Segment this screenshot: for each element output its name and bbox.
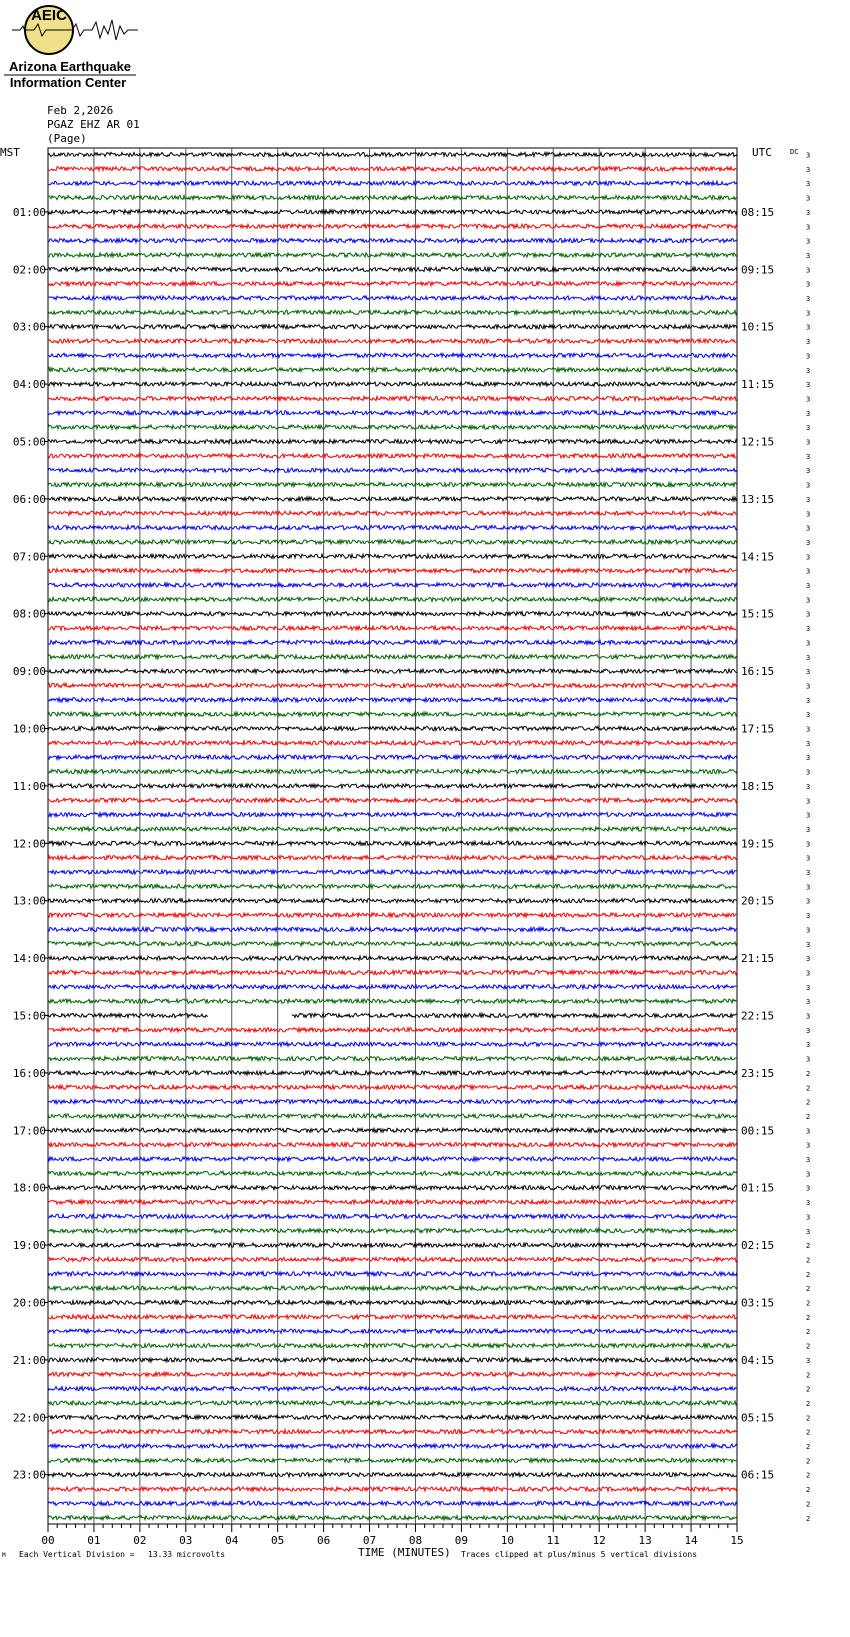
left-hour-label: 15:00 (12, 1009, 46, 1023)
dc-offset-value: 3 (806, 1026, 811, 1035)
right-hour-label: 05:15 (741, 1411, 775, 1425)
dc-offset-value: 3 (806, 782, 811, 791)
dc-offset-value: 2 (806, 1270, 811, 1279)
trace-line (48, 368, 737, 372)
dc-offset-value: 3 (806, 955, 811, 964)
header-date: Feb 2,2026 (47, 104, 114, 117)
dc-offset-value: 3 (806, 797, 811, 806)
dc-offset-value: 3 (806, 926, 811, 935)
trace-line (48, 712, 737, 716)
right-hour-label: 16:15 (741, 665, 775, 679)
trace-line (48, 798, 737, 802)
right-hour-label: 21:15 (741, 952, 775, 966)
dc-offset-value: 3 (806, 510, 811, 519)
dc-offset-value: 3 (806, 395, 811, 404)
dc-offset-value: 3 (806, 682, 811, 691)
right-hour-label: 22:15 (741, 1009, 775, 1023)
dc-offset-value: 3 (806, 438, 811, 447)
dc-offset-value: 3 (806, 1227, 811, 1236)
right-hour-label: 00:15 (741, 1124, 775, 1138)
trace-line (48, 526, 737, 530)
dc-offset-value: 3 (806, 1156, 811, 1164)
right-hour-label: 12:15 (741, 435, 775, 449)
trace-line (48, 1243, 737, 1247)
dc-offset-value: 3 (806, 567, 811, 576)
x-tick-label: 02 (133, 1534, 147, 1547)
dc-offset-value: 3 (806, 668, 811, 677)
trace-line (48, 1157, 737, 1161)
trace-line (48, 1430, 737, 1434)
right-hour-label: 11:15 (741, 378, 775, 392)
dc-offset-value: 3 (806, 811, 811, 820)
trace-line (48, 583, 737, 587)
dc-offset-value: 3 (806, 983, 811, 992)
right-hour-label: 08:15 (741, 205, 775, 219)
dc-offset-value: 3 (806, 424, 811, 433)
dc-offset-value: 3 (806, 912, 811, 921)
trace-line (48, 1057, 737, 1061)
trace-line (48, 382, 737, 386)
trace-line (48, 1300, 737, 1304)
left-hour-label: 10:00 (12, 722, 46, 736)
right-hour-label: 20:15 (741, 894, 775, 908)
trace-line (48, 1128, 737, 1132)
dc-offset-value: 3 (806, 725, 811, 734)
left-hour-label: 20:00 (12, 1296, 46, 1310)
right-hour-label: 03:15 (741, 1296, 775, 1310)
dc-offset-value: 2 (806, 1084, 811, 1093)
trace-line (48, 224, 737, 228)
dc-offset-value: 2 (806, 1428, 811, 1437)
trace-line (48, 253, 737, 257)
trace-line (48, 612, 737, 616)
trace-line (48, 411, 737, 415)
left-hour-label: 05:00 (12, 435, 46, 449)
x-tick-label: 04 (225, 1534, 239, 1547)
trace-line (48, 683, 737, 687)
dc-offset-value: 3 (806, 381, 811, 390)
footer-corner-mark: M (2, 1552, 6, 1559)
right-hour-label: 14:15 (741, 550, 775, 564)
right-hour-label: 13:15 (741, 492, 775, 506)
trace-line (48, 1329, 737, 1333)
dc-offset-value: 2 (806, 1457, 811, 1466)
trace-line (48, 1013, 208, 1017)
trace-line (48, 1114, 737, 1118)
dc-offset-value: 3 (806, 1141, 811, 1150)
dc-offset-value: 3 (806, 582, 811, 590)
trace-line (292, 1013, 737, 1017)
trace-line (48, 1272, 737, 1276)
right-hour-label: 09:15 (741, 263, 775, 277)
trace-line (48, 1071, 737, 1075)
dc-offset-value: 3 (806, 194, 811, 203)
dc-offset-value: 3 (806, 452, 811, 461)
trace-line (48, 856, 737, 860)
trace-line (48, 396, 737, 400)
dc-offset-value: 2 (806, 1385, 811, 1394)
trace-line (48, 1387, 737, 1391)
trace-line (48, 884, 737, 888)
trace-line (48, 1401, 737, 1405)
left-hour-label: 06:00 (12, 492, 46, 506)
right-hour-label: 19:15 (741, 837, 775, 851)
left-hour-label: 12:00 (12, 837, 46, 851)
left-hour-label: 09:00 (12, 665, 46, 679)
trace-line (48, 784, 737, 788)
header-station: PGAZ EHZ AR 01 (47, 118, 140, 131)
trace-line (48, 813, 737, 817)
footer-clip-note: Traces clipped at plus/minus 5 vertical divisions (461, 1550, 698, 1559)
dc-offset-value: 3 (806, 653, 811, 662)
trace-line (48, 985, 737, 989)
trace-line (48, 1487, 737, 1491)
x-tick-label: 00 (41, 1534, 55, 1547)
dc-offset-value: 2 (806, 1285, 811, 1294)
dc-offset-value: 3 (806, 165, 811, 174)
trace-line (48, 425, 737, 429)
dc-offset-value: 3 (806, 495, 811, 504)
x-tick-label: 14 (684, 1534, 698, 1547)
trace-line (48, 296, 737, 300)
x-tick-label: 15 (730, 1534, 744, 1547)
trace-line (48, 1315, 737, 1319)
x-tick-label: 09 (454, 1534, 469, 1547)
dc-offset-value: 3 (806, 1199, 811, 1208)
x-tick-label: 13 (638, 1534, 652, 1547)
footer-division-label: Each Vertical Division = (19, 1550, 135, 1559)
x-tick-label: 07 (362, 1534, 377, 1547)
dc-offset-value: 3 (806, 1041, 811, 1050)
left-hour-label: 03:00 (12, 320, 46, 334)
dc-offset-value: 3 (806, 1213, 811, 1222)
trace-line (48, 1171, 737, 1175)
dc-offset-value: 3 (806, 266, 811, 275)
right-hour-label: 18:15 (741, 779, 775, 793)
trace-line (48, 1444, 737, 1448)
left-axis-label: MST (0, 146, 20, 159)
trace-line (48, 1372, 737, 1376)
trace-line (48, 913, 737, 917)
dc-offset-value: 2 (806, 1112, 811, 1121)
trace-line (48, 999, 737, 1003)
dc-offset-value: 3 (806, 467, 811, 476)
trace-line (48, 439, 737, 443)
dc-offset-value: 3 (806, 625, 811, 634)
dc-offset-value: 3 (806, 180, 811, 189)
dc-offset-value: 3 (806, 1356, 811, 1365)
trace-line (48, 1358, 737, 1362)
trace-line (48, 483, 737, 487)
dc-offset-value: 3 (806, 237, 811, 246)
dc-offset-value: 3 (806, 538, 811, 547)
x-tick-label: 10 (500, 1534, 514, 1547)
trace-line (48, 956, 737, 960)
x-tick-label: 03 (179, 1534, 193, 1547)
x-tick-label: 08 (408, 1534, 423, 1547)
right-hour-label: 15:15 (741, 607, 775, 621)
dc-offset-value: 3 (806, 883, 811, 892)
left-hour-label: 14:00 (12, 952, 46, 966)
trace-line (48, 640, 737, 644)
dc-offset-value: 3 (806, 897, 811, 906)
dc-offset-value: 3 (806, 854, 811, 863)
x-tick-label: 12 (592, 1534, 606, 1547)
trace-line (48, 511, 737, 515)
trace-line (48, 1473, 737, 1477)
trace-line (48, 310, 737, 314)
trace-line (48, 167, 737, 171)
dc-offset-value: 3 (806, 1127, 811, 1136)
dc-offset-value: 2 (806, 1399, 811, 1408)
dc-offset-value: 3 (806, 352, 811, 361)
x-tick-label: 05 (271, 1534, 285, 1547)
dc-offset-value: 2 (806, 1443, 811, 1451)
logo-line2: Information Center (9, 75, 127, 90)
trace-line (48, 1458, 737, 1462)
dc-offset-value: 2 (806, 1328, 811, 1337)
left-hour-label: 16:00 (12, 1066, 46, 1080)
trace-line (48, 540, 737, 544)
dc-offset-value: 3 (806, 754, 811, 763)
header-page: (Page) (47, 132, 87, 145)
dc-offset-value: 2 (806, 1098, 811, 1107)
trace-line (48, 970, 737, 974)
trace-line (48, 1042, 737, 1046)
left-hour-label: 21:00 (12, 1353, 46, 1367)
right-hour-label: 10:15 (741, 320, 775, 334)
trace-line (48, 669, 737, 673)
dc-offset-value: 2 (806, 1256, 811, 1265)
dc-offset-value: 3 (806, 1055, 811, 1064)
dc-offset-value: 3 (806, 553, 811, 562)
trace-line (48, 1344, 737, 1348)
trace-line (48, 468, 737, 472)
left-hour-label: 01:00 (12, 205, 46, 219)
dc-offset-value: 3 (806, 366, 811, 375)
left-hour-label: 02:00 (12, 263, 46, 277)
left-hour-label: 07:00 (12, 550, 46, 564)
logo-badge: AEIC (31, 7, 67, 24)
trace-line (48, 741, 737, 745)
trace-line (48, 1200, 737, 1204)
dc-offset-value: 3 (806, 739, 811, 748)
left-hour-label: 22:00 (12, 1411, 46, 1425)
trace-line (48, 1100, 737, 1104)
dc-offset-value: 3 (806, 295, 811, 303)
trace-line (48, 210, 737, 214)
dc-offset-value: 2 (806, 1414, 811, 1423)
dc-offset-value: 3 (806, 481, 811, 490)
dc-offset-value: 3 (806, 338, 811, 347)
trace-line (48, 353, 737, 357)
right-hour-label: 04:15 (741, 1353, 775, 1367)
trace-line (48, 196, 737, 200)
dc-offset-value: 2 (806, 1486, 811, 1495)
trace-line (48, 1516, 737, 1520)
dc-offset-value: 2 (806, 1500, 811, 1509)
left-hour-label: 13:00 (12, 894, 46, 908)
dc-offset-value: 2 (806, 1371, 811, 1380)
dc-offset-value: 2 (806, 1514, 811, 1523)
trace-line (48, 927, 737, 931)
trace-line (48, 497, 737, 501)
trace-line (48, 1415, 737, 1419)
dc-offset-value: 3 (806, 251, 811, 260)
dc-offset-value: 3 (806, 151, 811, 160)
trace-line (48, 597, 737, 601)
dc-offset-value: 3 (806, 280, 811, 289)
logo-line1: Arizona Earthquake (8, 59, 132, 74)
dc-offset-value: 3 (806, 596, 811, 605)
trace-line (48, 1257, 737, 1261)
footer-time-label: TIME (MINUTES) (358, 1546, 451, 1559)
trace-line (48, 770, 737, 774)
trace-line (48, 181, 737, 185)
dc-offset-value: 2 (806, 1342, 811, 1351)
dc-offset-value: 3 (806, 1184, 811, 1193)
x-tick-label: 06 (316, 1534, 331, 1547)
dc-offset-value: 2 (806, 1313, 811, 1322)
trace-line (48, 755, 737, 759)
dc-offset-value: 3 (806, 1170, 811, 1179)
trace-line (48, 267, 737, 271)
trace-line (48, 1286, 737, 1290)
left-hour-label: 23:00 (12, 1468, 46, 1482)
left-hour-label: 04:00 (12, 378, 46, 392)
trace-line (48, 1214, 737, 1218)
trace-line (48, 899, 737, 903)
dc-offset-value: 3 (806, 208, 811, 217)
dc-offset-value: 3 (806, 1012, 811, 1021)
right-axis-label: UTC (752, 146, 772, 159)
right-hour-label: 01:15 (741, 1181, 775, 1195)
trace-line (48, 1085, 737, 1089)
dc-offset-value: 3 (806, 768, 811, 777)
right-hour-label: 17:15 (741, 722, 775, 736)
left-hour-label: 11:00 (12, 779, 46, 793)
right-hour-label: 23:15 (741, 1066, 775, 1080)
trace-line (48, 1229, 737, 1233)
trace-line (48, 569, 737, 573)
dc-offset-value: 3 (806, 869, 811, 877)
dc-offset-value: 3 (806, 840, 811, 849)
x-tick-label: 01 (87, 1534, 101, 1547)
dc-offset-value: 3 (806, 309, 811, 318)
dc-offset-value: 2 (806, 1299, 811, 1308)
left-hour-label: 19:00 (12, 1239, 46, 1253)
trace-line (48, 827, 737, 831)
trace-line (48, 339, 737, 343)
dc-offset-value: 3 (806, 610, 811, 619)
left-hour-label: 08:00 (12, 607, 46, 621)
dc-offset-value: 2 (806, 1471, 811, 1480)
trace-line (48, 626, 737, 630)
trace-line (48, 554, 737, 558)
left-hour-label: 17:00 (12, 1124, 46, 1138)
dc-offset-value: 3 (806, 639, 811, 648)
dc-offset-value: 3 (806, 323, 811, 332)
dc-offset-value: 3 (806, 696, 811, 705)
trace-line (48, 1028, 737, 1032)
trace-line (48, 698, 737, 702)
trace-line (48, 152, 737, 156)
dc-offset-value: 2 (806, 1242, 811, 1251)
left-hour-label: 18:00 (12, 1181, 46, 1195)
trace-line (48, 1186, 737, 1190)
trace-line (48, 870, 737, 874)
trace-line (48, 726, 737, 730)
footer-division-value: 13.33 microvolts (148, 1550, 226, 1559)
dc-offset-value: 3 (806, 969, 811, 978)
dc-offset-value: 3 (806, 825, 811, 834)
trace-line (48, 454, 737, 458)
dc-offset-value: 3 (806, 711, 811, 720)
dc-label: DC (790, 148, 799, 156)
trace-line (48, 1501, 737, 1505)
dc-offset-value: 3 (806, 409, 811, 418)
x-tick-label: 11 (546, 1534, 560, 1547)
trace-line (48, 655, 737, 659)
dc-offset-value: 3 (806, 998, 811, 1007)
right-hour-label: 02:15 (741, 1239, 775, 1253)
trace-line (48, 1143, 737, 1147)
dc-offset-value: 3 (806, 524, 811, 533)
trace-line (48, 239, 737, 243)
dc-offset-value: 2 (806, 1069, 811, 1078)
trace-line (48, 841, 737, 845)
right-hour-label: 06:15 (741, 1468, 775, 1482)
trace-line (48, 325, 737, 329)
dc-offset-value: 3 (806, 223, 811, 232)
trace-line (48, 942, 737, 946)
dc-offset-value: 3 (806, 940, 811, 949)
trace-line (48, 282, 737, 286)
